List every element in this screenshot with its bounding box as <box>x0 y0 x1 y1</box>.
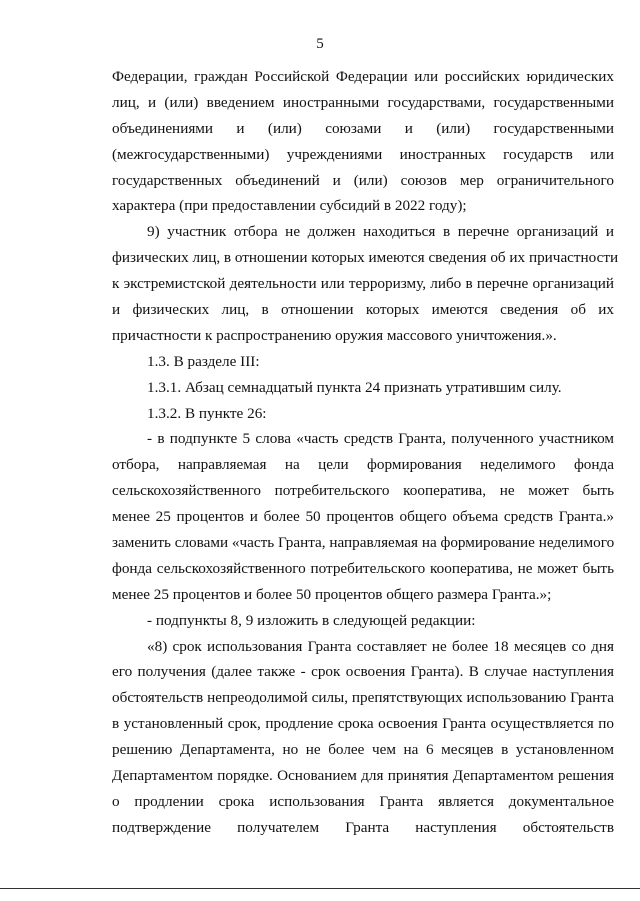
text-line: обстоятельств непреодолимой силы, препятствующих использованию Гранта <box>112 689 614 707</box>
page-number: 5 <box>316 36 324 52</box>
text-line: фонда сельскохозяйственного потребительского кооператива, не может быть <box>112 559 614 577</box>
text-line: - подпункты 8, 9 изложить в следующей редакции: <box>147 611 476 629</box>
text-line: (межгосударственными) учреждениями иностранных государств или <box>112 145 614 163</box>
text-line: 9) участник отбора не должен находиться в перечне организаций и <box>147 223 614 241</box>
text-line: лиц, и (или) введением иностранными государствами, государственными <box>112 93 614 111</box>
text-line: характера (при предоставлении субсидий в 2022 году); <box>112 197 467 215</box>
text-line: подтверждение получателем Гранта наступления обстоятельств <box>112 818 614 836</box>
footer-rule <box>0 888 640 889</box>
text-line: отбора, направляемая на цели формирования неделимого фонда <box>112 456 614 474</box>
document-body <box>112 64 619 841</box>
text-line: его получения (далее также - срок освоения Гранта). В случае наступления <box>112 663 614 681</box>
text-line: решению Департамента, но не более чем на 6 месяцев в установленном <box>112 741 614 759</box>
text-line: причастности к распространению оружия массового уничтожения.». <box>112 326 557 344</box>
text-line: о продлении срока использования Гранта является документальное <box>112 792 614 810</box>
text-line: Федерации, граждан Российской Федерации или российских юридических <box>112 68 614 85</box>
text-line: менее 25 процентов и более 50 процентов общего размера Гранта.»; <box>112 585 552 603</box>
text-line: в установленный срок, продление срока освоения Гранта осуществляется по <box>112 715 614 733</box>
text-line: государственных объединений и (или) союзов мер ограничительного <box>112 171 614 189</box>
text-line: физических лиц, в отношении которых имеются сведения об их причастности <box>112 249 619 267</box>
text-line: 1.3.2. В пункте 26: <box>147 404 267 422</box>
text-line: заменить словами «часть Гранта, направляемая на формирование неделимого <box>112 534 615 552</box>
text-line: к экстремистской деятельности или терроризму, либо в перечне организаций <box>112 275 614 293</box>
text-line: и физических лиц, в отношении которых имеются сведения об их <box>112 301 614 319</box>
text-line: Департаментом порядке. Основанием для принятия Департаментом решения <box>112 767 614 785</box>
text-line: «8) срок использования Гранта составляет не более 18 месяцев со дня <box>147 637 614 655</box>
text-line: сельскохозяйственного потребительского кооператива, не может быть <box>112 482 614 500</box>
text-line: 1.3.1. Абзац семнадцатый пункта 24 признать утратившим силу. <box>147 378 562 396</box>
text-line: менее 25 процентов и более 50 процентов общего объема средств Гранта.» <box>112 508 614 526</box>
text-line: объединениями и (или) союзами и (или) государственными <box>112 119 614 137</box>
text-line: 1.3. В разделе III: <box>147 352 260 370</box>
text-line: - в подпункте 5 слова «часть средств Гранта, полученного участником <box>147 430 614 448</box>
